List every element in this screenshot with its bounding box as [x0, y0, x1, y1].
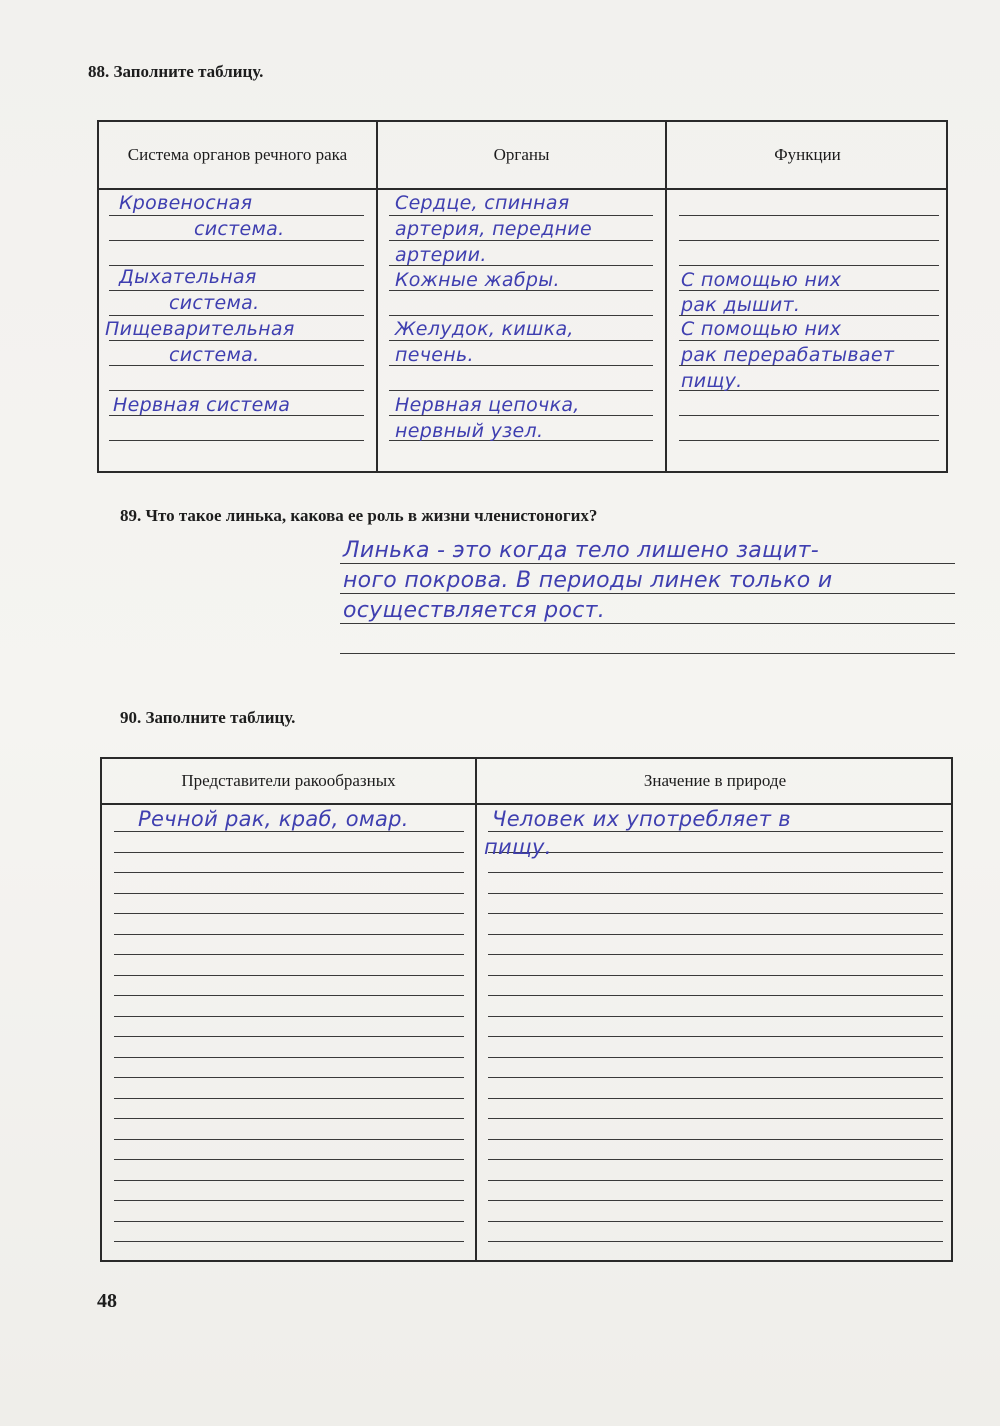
- writing-line: [114, 913, 464, 914]
- writing-line: [114, 1159, 464, 1160]
- writing-line: [488, 954, 943, 955]
- writing-line: [488, 1180, 943, 1181]
- writing-line: [114, 831, 464, 832]
- writing-line: [114, 934, 464, 935]
- header-organs: Органы: [493, 145, 550, 164]
- writing-line: [488, 934, 943, 935]
- handwritten-entry: артерии.: [395, 244, 487, 266]
- writing-line: [488, 1241, 943, 1242]
- writing-line: [488, 1118, 943, 1119]
- header-organ-system: Система органов речного рака: [127, 145, 348, 164]
- header-functions: Функции: [774, 145, 841, 164]
- handwritten-entry: Речной рак, краб, омар.: [138, 807, 409, 831]
- writing-line: [488, 872, 943, 873]
- writing-line: [488, 831, 943, 832]
- writing-line: [488, 1221, 943, 1222]
- writing-line: [114, 1118, 464, 1119]
- handwritten-entry: С помощью них: [681, 269, 842, 291]
- crustaceans-table: [100, 757, 953, 1262]
- handwritten-entry: печень.: [395, 344, 474, 366]
- writing-line: [114, 1180, 464, 1181]
- handwritten-entry: Кожные жабры.: [395, 269, 560, 291]
- writing-line: [114, 1057, 464, 1058]
- handwritten-entry: система.: [194, 218, 285, 240]
- writing-line: [488, 995, 943, 996]
- handwritten-entry: рак перерабатывает: [681, 344, 895, 366]
- header-representatives: Представители ракообразных: [181, 771, 396, 790]
- handwritten-entry: система.: [169, 344, 260, 366]
- header-significance: Значение в природе: [643, 771, 787, 790]
- writing-line: [488, 1098, 943, 1099]
- writing-line: [488, 1036, 943, 1037]
- task-90-title: 90. Заполните таблицу.: [120, 708, 296, 727]
- page-number: 48: [97, 1290, 117, 1312]
- handwritten-entry: артерия, передние: [395, 218, 592, 240]
- writing-line: [114, 1200, 464, 1201]
- handwritten-entry: система.: [169, 292, 260, 314]
- handwritten-entry: Сердце, спинная: [395, 192, 570, 214]
- answer-line: осуществляется рост.: [343, 598, 606, 623]
- writing-line: [114, 1098, 464, 1099]
- writing-line: [488, 893, 943, 894]
- writing-line: [488, 1057, 943, 1058]
- handwritten-entry: нервный узел.: [395, 420, 544, 442]
- writing-line: [114, 1077, 464, 1078]
- answer-line: ного покрова. В периоды линек только и: [343, 568, 833, 593]
- writing-line: [114, 1139, 464, 1140]
- writing-line: [114, 975, 464, 976]
- writing-line: [488, 1139, 943, 1140]
- organ-systems-table: [97, 120, 948, 473]
- handwritten-entry: Желудок, кишка,: [395, 318, 574, 340]
- handwritten-entry: пищу.: [681, 370, 743, 392]
- writing-line: [114, 1221, 464, 1222]
- writing-line: [488, 1200, 943, 1201]
- writing-line: [114, 852, 464, 853]
- writing-line: [114, 1241, 464, 1242]
- handwritten-entry: Дыхательная: [119, 266, 257, 288]
- handwritten-entry: Нервная цепочка,: [395, 394, 580, 416]
- task-88-title: 88. Заполните таблицу.: [88, 62, 264, 81]
- writing-line: [114, 995, 464, 996]
- writing-line: [488, 1159, 943, 1160]
- handwritten-entry: Пищеварительная: [105, 318, 295, 340]
- writing-line: [114, 1016, 464, 1017]
- writing-line: [488, 913, 943, 914]
- task-89-title: 89. Что такое линька, какова ее роль в жизни членистоногих?: [120, 506, 598, 525]
- writing-line: [488, 1077, 943, 1078]
- handwritten-entry: рак дышит.: [681, 294, 801, 316]
- handwritten-entry: С помощью них: [681, 318, 842, 340]
- handwritten-entry: Нервная система: [113, 394, 291, 416]
- writing-line: [114, 1036, 464, 1037]
- writing-line: [114, 893, 464, 894]
- answer-line: Линька - это когда тело лишено защит-: [343, 538, 819, 563]
- writing-line: [114, 954, 464, 955]
- handwritten-entry: Кровеносная: [119, 192, 253, 214]
- handwritten-entry: пищу.: [484, 835, 552, 859]
- writing-line: [114, 872, 464, 873]
- writing-line: [488, 975, 943, 976]
- writing-line: [488, 1016, 943, 1017]
- writing-line: [488, 852, 943, 853]
- handwritten-entry: Человек их употребляет в: [492, 807, 791, 831]
